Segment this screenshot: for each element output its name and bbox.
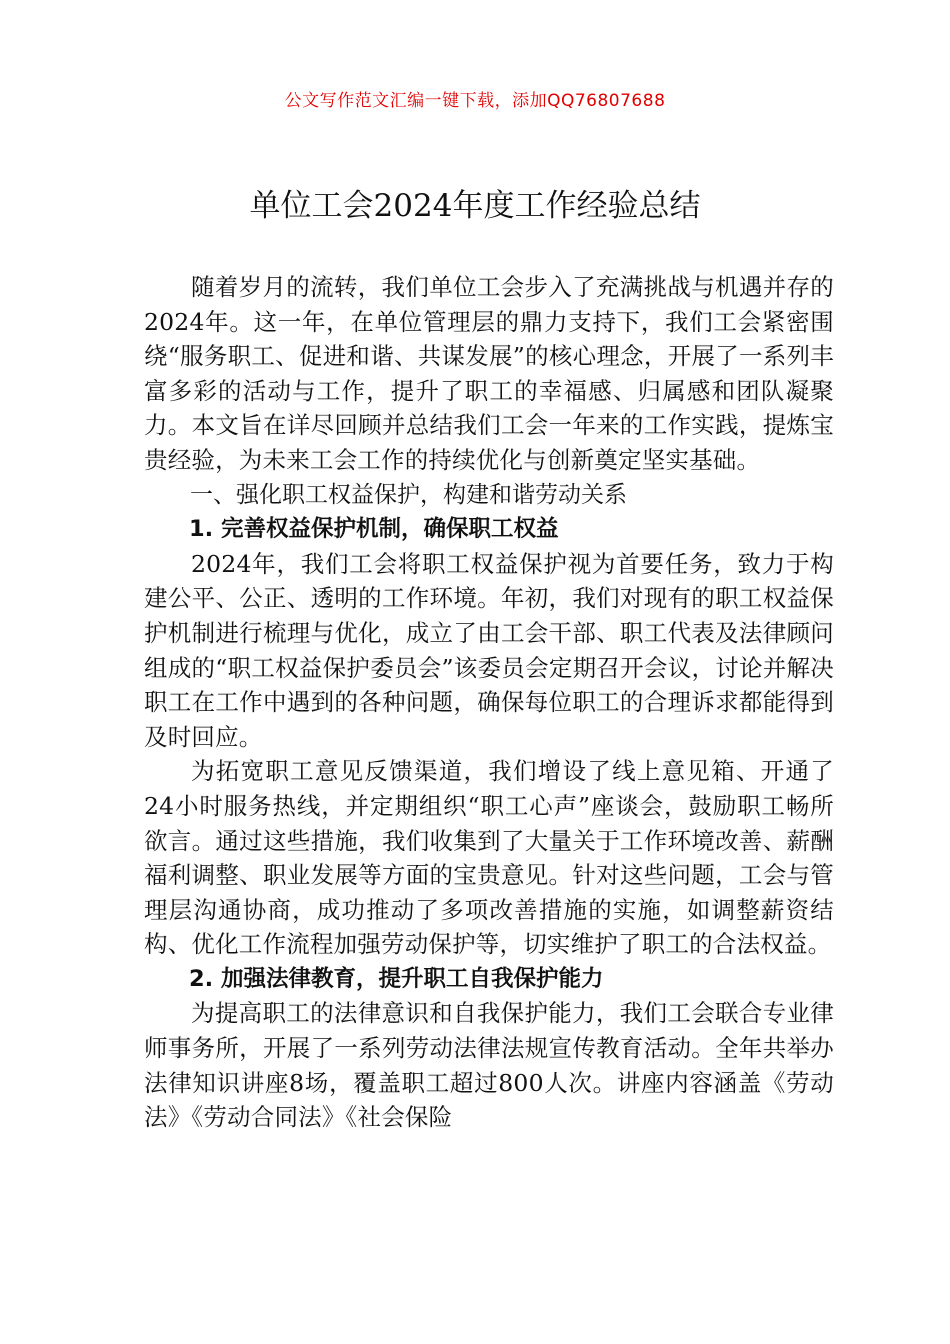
body-paragraph: 为提高职工的法律意识和自我保护能力，我们工会联合专业律师事务所，开展了一系列劳动法律法规宣传教育活动。全年共举办法律知识讲座8场，覆盖职工超过800人次。讲座内容涵盖《劳动法》《劳动合同法》《社会保险 bbox=[144, 999, 834, 1132]
document-title: 单位工会2024年度工作经验总结 bbox=[249, 188, 701, 224]
body-paragraph: 2024年，我们工会将职工权益保护视为首要任务，致力于构建公平、公正、透明的工作环境。年初，我们对现有的职工权益保护机制进行梳理与优化，成立了由工会干部、职工代表及法律顾问组成的“职工权益保护委员会”该委员会定期召开会议，讨论并解决职工在工作中遇到的各种问题，确保每位职工的合理诉求都能得到及时回应。 bbox=[144, 549, 834, 751]
body-paragraph: 为拓宽职工意见反馈渠道，我们增设了线上意见箱、开通了24小时服务热线，并定期组织“职工心声”座谈会，鼓励职工畅所欲言。通过这些措施，我们收集到了大量关于工作环境改善、薪酬福利调整、职业发展等方面的宝贵意见。针对这些问题，工会与管理层沟通协商，成功推动了多项改善措施的实施，如调整薪资结构、优化工作流程加强劳动保护等，切实维护了职工的合法权益。 bbox=[144, 757, 834, 959]
promo-banner: 公文写作范文汇编一键下载，添加QQ76807688 bbox=[284, 91, 666, 111]
intro-paragraph: 随着岁月的流转，我们单位工会步入了充满挑战与机遇并存的2024年。这一年，在单位管理层的鼎力支持下，我们工会紧密围绕“服务职工、促进和谐、共谋发展”的核心理念，开展了一系列丰富多彩的活动与工作，提升了职工的幸福感、归属感和团队凝聚力。本文旨在详尽回顾并总结我们工会一年来的工作实践，提炼宝贵经验，为未来工会工作的持续优化与创新奠定坚实基础。 bbox=[144, 273, 834, 474]
document-body bbox=[144, 270, 834, 1135]
subsection-heading: 2. 加强法律教育，提升职工自我保护能力 bbox=[189, 965, 604, 992]
section-heading: 一、强化职工权益保护，构建和谐劳动关系 bbox=[190, 481, 627, 508]
subsection-heading: 1. 完善权益保护机制，确保职工权益 bbox=[189, 516, 559, 543]
